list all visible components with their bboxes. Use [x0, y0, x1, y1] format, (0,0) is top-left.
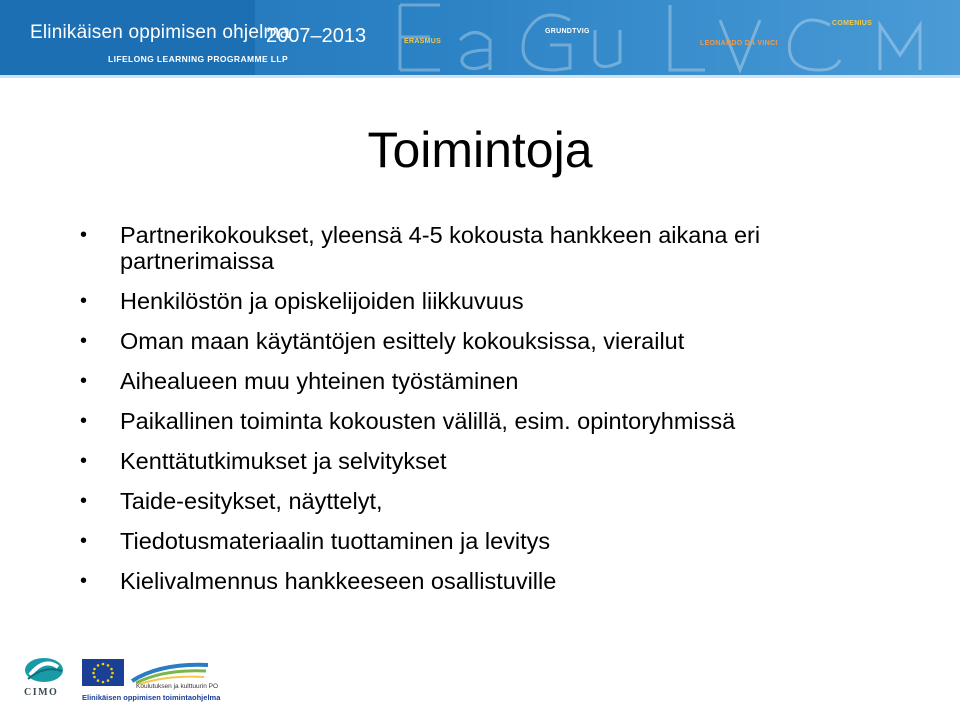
programme-grundtvig: GRUNDTVIG — [545, 28, 590, 35]
program-title: Elinikäisen oppimisen ohjelma — [30, 22, 291, 43]
footer-ministry-text: Koulutuksen ja kulttuurin PO — [136, 683, 219, 690]
list-item — [80, 222, 920, 274]
cimo-label: CIMO — [24, 687, 59, 698]
bullet-text: Oman maan käytäntöjen esittely kokouksissa, vierailut — [120, 328, 685, 354]
bullet-text: Tiedotusmateriaalin tuottaminen ja levitys — [120, 528, 551, 554]
list-item — [80, 568, 920, 594]
bullet-dot-icon: • — [80, 490, 88, 512]
bullet-dot-icon: • — [80, 410, 88, 432]
bullet-dot-icon: • — [80, 450, 88, 472]
bullet-dot-icon: • — [80, 290, 88, 312]
list-item — [80, 328, 920, 354]
footer-programme-text: Elinikäisen oppimisen toimintaohjelma — [82, 693, 221, 702]
list-item — [80, 368, 920, 394]
bullet-text: Aihealueen muu yhteinen työstäminen — [120, 368, 519, 394]
program-years: 2007–2013 — [266, 25, 367, 47]
bullet-dot-icon: • — [80, 530, 88, 552]
bullet-dot-icon: • — [80, 370, 88, 392]
bullet-list — [80, 222, 920, 608]
banner-decor-letters-icon — [380, 0, 960, 75]
bullet-text: Kenttätutkimukset ja selvitykset — [120, 448, 447, 474]
programme-erasmus: ERASMUS — [404, 38, 442, 45]
slide-title: Toimintoja — [367, 122, 593, 178]
program-subtitle: LIFELONG LEARNING PROGRAMME LLP — [108, 54, 289, 64]
bullet-dot-icon: • — [80, 570, 88, 592]
programme-leonardo: LEONARDO DA VINCI — [700, 40, 778, 47]
list-item — [80, 408, 920, 434]
bullet-text: Kielivalmennus hankkeeseen osallistuville — [120, 568, 557, 594]
bullet-text: Partnerikokoukset, yleensä 4-5 kokousta hankkeen aikana eri partnerimaissa — [120, 222, 761, 274]
list-item — [80, 488, 920, 514]
programme-comenius: COMENIUS — [832, 20, 873, 27]
eu-flag-icon — [82, 659, 124, 686]
header-banner — [0, 0, 960, 75]
banner-divider — [0, 75, 960, 78]
bullet-text: Henkilöstön ja opiskelijoiden liikkuvuus — [120, 288, 524, 314]
bullet-dot-icon: • — [80, 224, 88, 246]
bullet-text: Paikallinen toiminta kokousten välillä, esim. opintoryhmissä — [120, 408, 736, 434]
bullet-text: Taide-esitykset, näyttelyt, — [120, 488, 383, 514]
bullet-dot-icon: • — [80, 330, 88, 352]
footer-logos — [0, 655, 960, 702]
list-item — [80, 528, 920, 554]
list-item — [80, 288, 920, 314]
list-item — [80, 448, 920, 474]
